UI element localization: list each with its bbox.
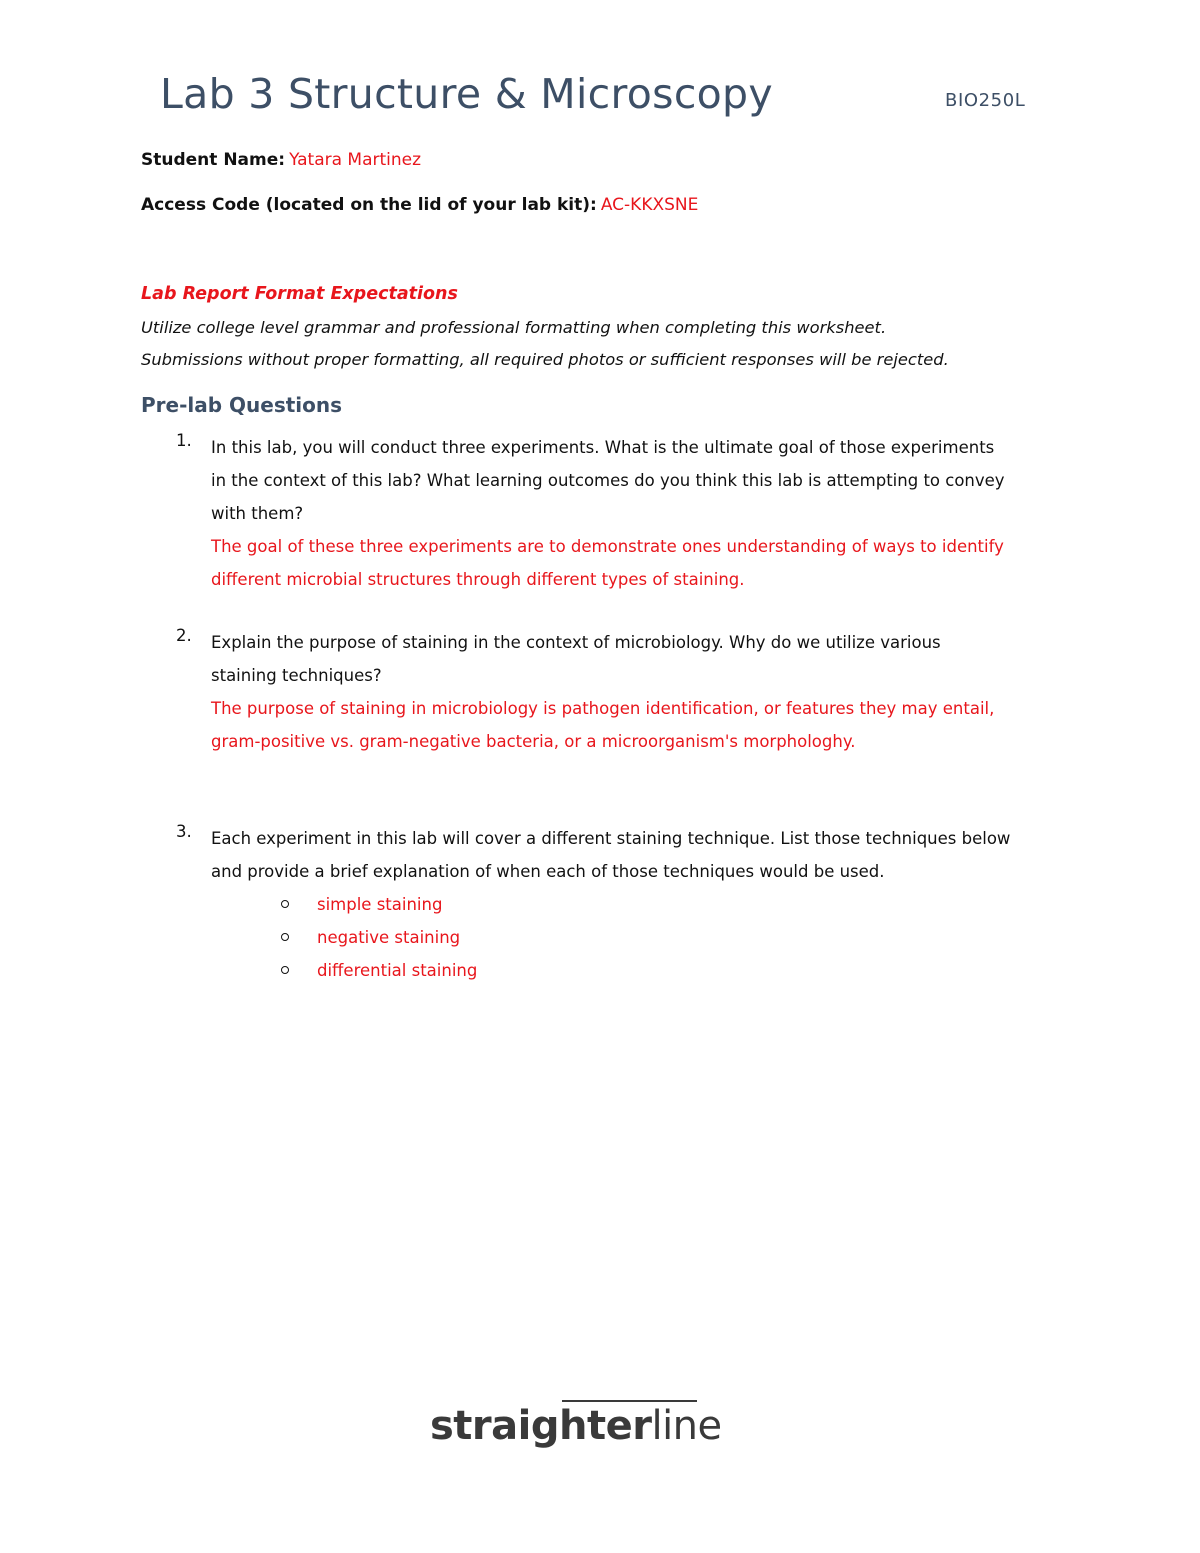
document-title: Lab 3 Structure & Microscopy [160,70,773,118]
technique-answer: simple staining [317,895,443,914]
technique-answer: negative staining [317,928,461,947]
expectations-line-2: Submissions without proper formatting, all required photos or sufficient responses will be rejected. [141,350,949,369]
access-code-field [141,195,698,215]
prelab-heading: Pre-lab Questions [141,393,343,417]
question-text-line: In this lab, you will conduct three experiments. What is the ultimate goal of those experiments [211,438,995,457]
logo-wordmark [430,1402,722,1450]
list-item [281,954,881,987]
question-number: 1. [176,431,192,450]
access-code-value: AC-KKXSNE [600,195,699,215]
question-number: 3. [176,822,192,841]
logo-text-light: line [651,1403,722,1449]
answer-text-line: gram-positive vs. gram-negative bacteria, or a microorganism's morphologhy. [211,732,856,751]
circle-bullet-icon [281,966,289,974]
question-number: 2. [176,626,192,645]
access-code-label: Access Code (located on the lid of your lab kit): [141,195,597,215]
student-name-value: Yatara Martinez [289,150,422,170]
answer-text-line: The purpose of staining in microbiology is pathogen identification, or features they may entail, [211,699,995,718]
question-text-line: and provide a brief explanation of when each of those techniques would be used. [211,862,885,881]
question-text-line: staining techniques? [211,666,382,685]
technique-answer: differential staining [317,961,478,980]
student-name-label: Student Name: [141,150,286,170]
question-text-line: in the context of this lab? What learning outcomes do you think this lab is attempting to convey [211,471,1005,490]
student-name-field [141,150,421,170]
expectations-line-1: Utilize college level grammar and professional formatting when completing this worksheet. [141,318,887,337]
question-text-line: with them? [211,504,304,523]
list-item [281,921,881,954]
list-item [281,888,881,921]
technique-list [281,888,881,987]
logo-text-bold: straighter [430,1403,652,1449]
circle-bullet-icon [281,933,289,941]
question-text-line: Each experiment in this lab will cover a different staining technique. List those techniques below [211,829,1011,848]
expectations-heading: Lab Report Format Expectations [141,284,458,304]
question-text-line: Explain the purpose of staining in the context of microbiology. Why do we utilize various [211,633,941,652]
circle-bullet-icon [281,900,289,908]
answer-text-line: different microbial structures through different types of staining. [211,570,745,589]
straighterline-logo [430,1398,760,1458]
answer-text-line: The goal of these three experiments are to demonstrate ones understanding of ways to identify [211,537,1004,556]
course-code: BIO250L [945,90,1026,111]
